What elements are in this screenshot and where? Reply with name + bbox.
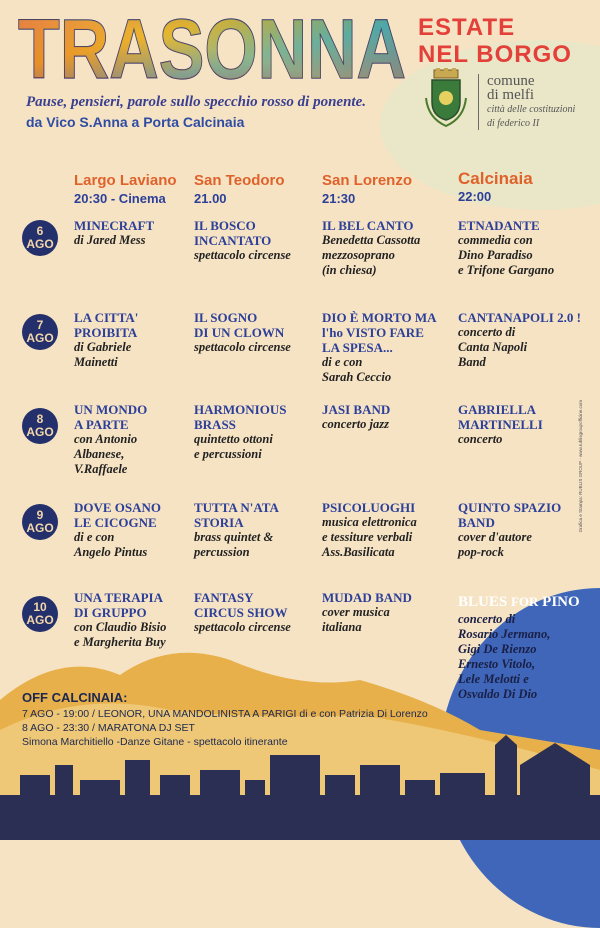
off-line: Simona Marchitiello -Danze Gitane - spettacolo itinerante [22, 736, 288, 748]
event-title: JASI BAND [322, 402, 391, 417]
column-header-calcinaia [458, 170, 533, 206]
event-sub: Benedetta Cassotta mezzosoprano (in chiesa) [322, 233, 421, 277]
estate-nel-borgo [418, 14, 572, 68]
date-day: 7 [36, 318, 44, 332]
date-6-ago [22, 220, 58, 256]
column-header-largo-laviano [74, 172, 177, 208]
event-6ago-san-teodoro [194, 218, 319, 263]
event-title: MUDAD BAND [322, 590, 412, 605]
event-sub: spettacolo circense [194, 340, 291, 354]
column-time: 21:30 [322, 191, 356, 206]
event-7ago-san-teodoro [194, 310, 319, 355]
event-sub: quintetto ottoni e percussioni [194, 432, 273, 461]
event-sub: di Jared Mess [74, 233, 146, 247]
blues-for-pino-title [458, 594, 580, 611]
melfi-skyline [0, 735, 600, 840]
subtitle: Pause, pensieri, parole sullo specchio rosso di ponente. [26, 94, 367, 110]
blues-title-c: PINO [542, 594, 580, 610]
event-title: HARMONIOUS BRASS [194, 402, 287, 432]
column-place: Calcinaia [458, 169, 533, 188]
date-month: AGO [26, 613, 54, 627]
event-title: TUTTA N'ATA STORIA [194, 500, 279, 530]
event-7ago-largo-laviano [74, 310, 199, 370]
date-day: 8 [36, 412, 44, 426]
event-6ago-calcinaia [458, 218, 588, 278]
off-calcinaia-title: OFF CALCINAIA: [22, 690, 128, 705]
event-8ago-san-teodoro [194, 402, 319, 462]
date-day: 9 [36, 508, 44, 522]
comune-line-3: città delle costituzioni [487, 104, 576, 115]
event-sub: spettacolo circense [194, 248, 291, 262]
date-7-ago [22, 314, 58, 350]
event-title: FANTASY CIRCUS SHOW [194, 590, 288, 620]
date-day: 6 [36, 224, 44, 238]
blues-title-b: FOR [510, 594, 539, 609]
date-8-ago [22, 408, 58, 444]
date-month: AGO [26, 331, 54, 345]
event-8ago-largo-laviano [74, 402, 199, 477]
event-sub: concerto jazz [322, 417, 390, 431]
comune-line-4: di federico II [487, 118, 540, 129]
column-time: 21.00 [194, 191, 227, 206]
svg-text:TRASONNA: TRASONNA [18, 8, 406, 86]
blues-for-pino-body: concerto di Rosario Jermano, Gigi De Rienzo Ernesto Vitolo, Lele Melotti e Osvaldo Di Dio [458, 612, 551, 701]
event-9ago-san-teodoro [194, 500, 319, 560]
event-title: QUINTO SPAZIO BAND [458, 500, 562, 530]
event-title: IL BEL CANTO [322, 218, 414, 233]
event-sub: cover musica italiana [322, 605, 390, 634]
event-sub: di e con Angelo Pintus [74, 530, 148, 559]
event-6ago-san-lorenzo [322, 218, 452, 278]
event-title: GABRIELLA MARTINELLI [458, 402, 543, 432]
event-sub: con Antonio Albanese, V.Raffaele [74, 432, 138, 476]
column-place: San Lorenzo [322, 172, 413, 189]
off-line: 7 AGO - 19:00 / LEONOR, UNA MANDOLINISTA A PARIGI di e con Patrizia Di Lorenzo [22, 708, 428, 720]
event-sub: commedia con Dino Paradiso e Trifone Gargano [458, 233, 555, 277]
column-header-san-teodoro [194, 172, 285, 208]
event-title: UN MONDO A PARTE [74, 402, 148, 432]
event-sub: musica elettronica e tessiture verbali Ass.Basilicata [322, 515, 417, 559]
event-sub: con Claudio Bisio e Margherita Buy [74, 620, 167, 649]
off-line: 8 AGO - 23:30 / MARATONA DJ SET [22, 722, 195, 734]
column-place: Largo Laviano [74, 172, 177, 189]
event-7ago-calcinaia [458, 310, 593, 370]
estate-line-1: ESTATE [418, 14, 516, 41]
date-month: AGO [26, 237, 54, 251]
event-title: IL SOGNO DI UN CLOWN [194, 310, 285, 340]
comune-line-2: di melfi [487, 87, 535, 103]
date-9-ago [22, 504, 58, 540]
column-time: 20:30 - Cinema [74, 191, 166, 206]
event-9ago-san-lorenzo [322, 500, 452, 560]
melfi-crest-icon [422, 68, 470, 132]
svg-text:TRASONNA: TRASONNA [18, 8, 406, 86]
column-time: 22:00 [458, 189, 492, 204]
event-sub: concerto [458, 432, 503, 446]
event-title: ETNADANTE [458, 218, 540, 233]
event-title: LA CITTA' PROIBITA [74, 310, 139, 340]
blues-title-a: BLUES [458, 594, 508, 610]
event-sub: di e con Sarah Ceccio [322, 355, 392, 384]
event-7ago-san-lorenzo [322, 310, 452, 385]
event-title: PSICOLUOGHI [322, 500, 416, 515]
date-day: 10 [33, 600, 47, 614]
event-8ago-calcinaia [458, 402, 588, 447]
column-header-san-lorenzo [322, 172, 412, 208]
event-title: DOVE OSANO LE CICOGNE [74, 500, 162, 530]
event-title: UNA TERAPIA DI GRUPPO [74, 590, 163, 620]
date-month: AGO [26, 425, 54, 439]
event-6ago-largo-laviano [74, 218, 199, 248]
event-sub: concerto di Canta Napoli Band [458, 325, 528, 369]
event-title: MINECRAFT [74, 218, 155, 233]
column-place: San Teodoro [194, 172, 285, 189]
print-credit: Grafica e Stampa: RUBLIS GROUP - www.rublisgroupofficine.com [578, 400, 583, 533]
event-title: IL BOSCO INCANTATO [194, 218, 272, 248]
event-sub: spettacolo circense [194, 620, 291, 634]
event-9ago-largo-laviano [74, 500, 199, 560]
event-8ago-san-lorenzo [322, 402, 452, 432]
date-month: AGO [26, 521, 54, 535]
event-9ago-calcinaia [458, 500, 588, 560]
event-title: CANTANAPOLI 2.0 ! [458, 310, 581, 325]
route-subtitle: da Vico S.Anna a Porta Calcinaia [26, 114, 245, 130]
event-sub: cover d'autore pop-rock [458, 530, 532, 559]
comune-di-melfi [478, 74, 575, 130]
comune-line-1: comune [487, 73, 535, 89]
title-trasonna [18, 8, 408, 86]
estate-line-2: NEL BORGO [418, 41, 572, 68]
event-title: DIO È MORTO MA l'ho VISTO FARE LA SPESA... [322, 310, 437, 355]
event-sub: di Gabriele Mainetti [74, 340, 132, 369]
event-sub: brass quintet & percussion [194, 530, 274, 559]
